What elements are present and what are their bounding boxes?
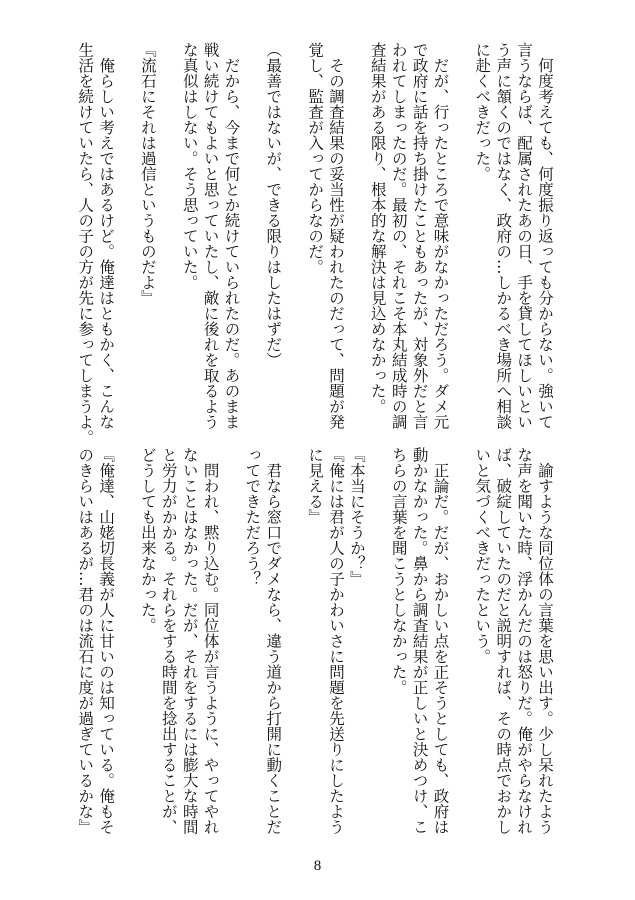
page-number: 8 (313, 858, 322, 874)
blank-column (241, 42, 259, 422)
text-column: で政府に話を持ち掛けたこともあったが、対象外だと言 (410, 42, 429, 430)
blank-column (450, 42, 468, 422)
text-column: に見える』 (306, 447, 325, 525)
text-column: いと気づくべきだったという。 (473, 447, 492, 664)
blank-column (116, 447, 134, 827)
text-column: どうしても出来なかった。 (138, 447, 157, 633)
text-column: 正論だ。だが、おかしい点を正そうとしても、政府は (431, 447, 450, 835)
text-column: ちらの言葉を聞こうとしなかった。 (389, 447, 408, 695)
text-column: 『俺達、山姥切長義が人に甘いのは知っている。俺もそ (97, 447, 116, 835)
text-column: われてしまったのだ。最初の、それこそ本丸結成時の調 (389, 42, 408, 430)
blank-column (221, 447, 239, 827)
blank-column (367, 447, 385, 827)
text-column: 査結果がある限り、根本的な解決は見込めなかった。 (368, 42, 387, 414)
text-column: 何度考えても、何度振り返っても分からない。強いて (536, 42, 554, 430)
blank-column (283, 42, 301, 422)
text-column: に赴くべきだった。 (473, 42, 492, 182)
text-column: のきらいはあるが…君のは流石に度が過ぎているかな』 (76, 447, 95, 835)
blank-column (116, 42, 134, 422)
blank-column (450, 447, 468, 827)
text-column: 動かなかった。鼻から調査結果が正しいと決めつけ、こ (410, 447, 429, 835)
text-column: （最善ではないが、できる限りはしたはずだ） (264, 42, 283, 368)
text-column: 諭すような同位体の言葉を思い出す。少し呆れたよう (536, 447, 554, 835)
text-column: 問われ、黙り込む。同位体が言うように、やってやれ (201, 447, 220, 835)
text-column: ってできただろう？ (243, 447, 262, 587)
text-column: ば、破綻していたのだと説明すれば、その時点でおかし (494, 447, 513, 835)
text-column: と労力がかかる。それらをする時間を捻出することが、 (159, 447, 178, 835)
text-column: 俺らしい考えではあるけど。俺達はともかく、こんな (97, 42, 116, 430)
text-column: 覚し、監査が入ってからなのだ。 (306, 42, 325, 275)
text-column: だから、今まで何とか続けていられたのだ。あのまま (222, 42, 241, 430)
text-column: 『俺には君が人の子かわいさに問題を先送りにしたよう (327, 447, 345, 835)
text-column: ないことはなかった。だが、それをするには膨大な時間 (180, 447, 199, 835)
text-column: 『流石にそれは過信というものだよ』 (138, 42, 157, 306)
text-column: だが、行ったところで意味がなかっただろう。ダメ元 (431, 42, 450, 430)
text-column: 言うならば、配属されたあの日、手を貸してほしいとい (515, 42, 534, 430)
blank-column (283, 447, 301, 827)
blank-column (346, 42, 364, 422)
text-column: な真似はしない。そう思っていた。 (180, 42, 199, 290)
text-column: 戦い続けてもよいと思っていたし、敵に後れを取るよう (201, 42, 220, 430)
text-column: その調査結果の妥当性が疑われたのだって、問題が発 (327, 42, 345, 430)
text-column: 『本当にそうか？』 (347, 447, 366, 587)
text-column: な声を聞いた時、浮かんだのは怒りだ。俺がやらなけれ (515, 447, 534, 835)
blank-column (158, 42, 176, 422)
text-column: う声に頷くのではなく、政府の…しかるべき場所へ相談 (494, 42, 513, 430)
text-column: 君なら窓口でダメなら、違う道から打開に動くことだ (264, 447, 283, 835)
text-column: 生活を続けていたら、人の子の方が先に参ってしまうよ。 (76, 42, 95, 445)
